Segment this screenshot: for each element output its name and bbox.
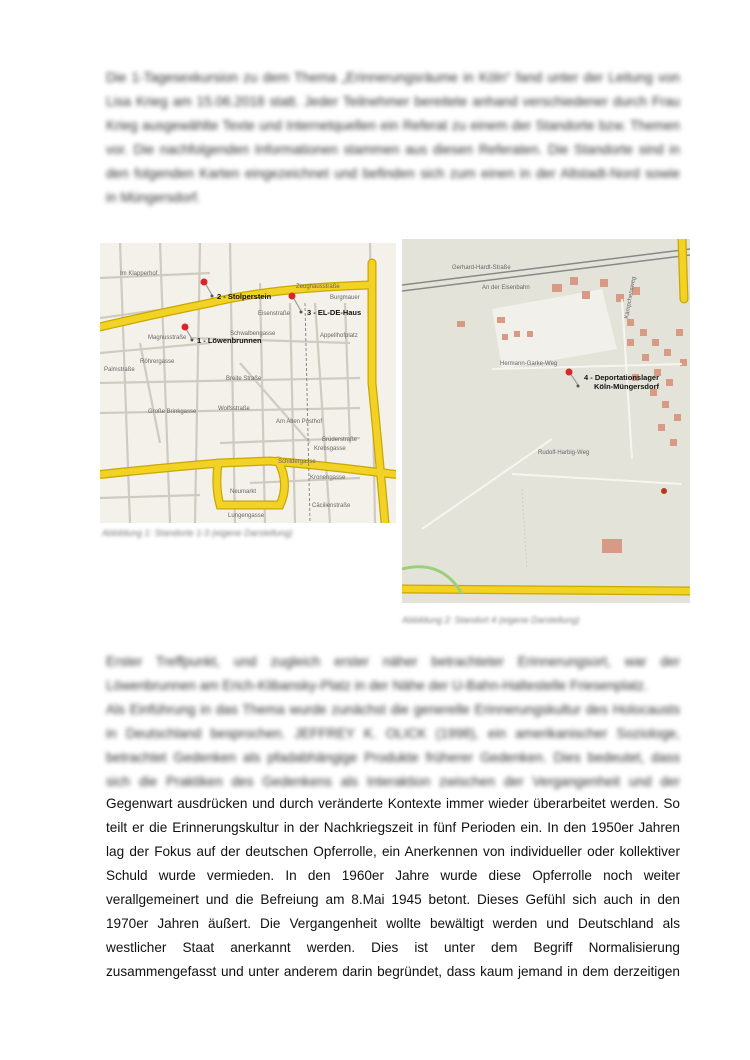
street-label: Röhrergasse xyxy=(140,359,175,365)
street-label: Kämpchensweg xyxy=(624,276,638,320)
body-line: in Deutschland besprochen. JEFFREY K. OLICK (1998), ein amerikanischer Soziologe, xyxy=(106,726,680,741)
street-label: Zeughausstraße xyxy=(296,284,340,290)
street-label: Wolfsstraße xyxy=(218,406,250,412)
pin-label-4: 4 - Deportationslager xyxy=(584,373,660,382)
map-altstadt-svg xyxy=(100,243,396,523)
body-line: Als Einführung in das Thema wurde zunächst die generelle Erinnerungskultur des Holocausts xyxy=(106,702,680,717)
body-line: teilt er die Erinnerungskultur in der Nachkriegszeit in fünf Perioden ein. In den 1950er Jahren xyxy=(106,820,680,835)
street-label: Appellhofplatz xyxy=(320,333,358,339)
body-line: verallgemeinert und die Befreiung am 8.Mai 1945 betont. Dieses Gefühl sich auch in den xyxy=(106,892,680,907)
street-label: Cäcilienstraße xyxy=(312,503,351,509)
pin-label-4-line2: Köln-Müngersdorf xyxy=(594,382,659,391)
street-label: Am Alten Posthof xyxy=(276,419,323,425)
pin-label-3: 3 - EL-DE-Haus xyxy=(307,308,362,317)
map-muengersdorf-svg xyxy=(402,239,690,603)
intro-line: vor. Die nachfolgenden Informationen stammen aus diesen Referaten. Die Standorte sind in xyxy=(106,142,680,157)
intro-paragraph xyxy=(106,66,680,210)
intro-line: in Müngersdorf. xyxy=(106,190,201,205)
street-label: Hermann-Garke-Weg xyxy=(500,361,558,367)
street-label: Krebsgasse xyxy=(314,446,346,452)
intro-line: Die 1-Tagesexkursion zu dem Thema „Erinnerungsräume in Köln“ fand unter der Leitung von xyxy=(106,70,680,85)
body-line: Erster Treffpunkt, und zugleich erster näher betrachteter Erinnerungsort, war der xyxy=(106,654,680,669)
body-line: lag der Fokus auf der deutschen Opferrolle, ein Anerkennen von individueller oder kollektiver xyxy=(106,844,680,859)
street-label: Kronengasse xyxy=(310,475,346,481)
body-line: Löwenbrunnen am Erich-Klibansky-Platz in der Nähe der U-Bahn-Haltestelle Friesenplatz. xyxy=(106,678,648,693)
street-label: Palmstraße xyxy=(104,367,135,373)
caption-map1: Abbildung 1: Standorte 1-3 (eigene Darstellung) xyxy=(102,528,293,538)
street-label: Neumarkt xyxy=(230,489,257,495)
body-line: Gegenwart ausdrücken und durch veränderte Kontexte immer wieder überarbeitet werden. So xyxy=(106,796,680,811)
body-line: zusammengefasst und unter anderem darin begründet, dass kaum jemand in dem derzeitigen xyxy=(106,964,680,979)
body-line: 1970er Jahren äußert. Die Vergangenheit wollte bewältigt werden und Deutschland als xyxy=(106,916,680,931)
street-label: An der Eisenbahn xyxy=(482,285,530,291)
intro-line: Lisa Krieg am 15.06.2018 statt. Jeder Teilnehmer bereitete anhand verschiedener durch Frau xyxy=(106,94,680,109)
street-label: Schildergasse xyxy=(278,459,316,465)
pin-label-1: 1 - Löwenbrunnen xyxy=(197,336,262,345)
location-dot xyxy=(661,488,667,494)
street-label: Schwalbengasse xyxy=(230,331,276,337)
body-line: betrachtet Gedenken als pfadabhängige Produkte früherer Gedenken. Dies bedeutet, dass xyxy=(106,750,680,765)
street-label: Rudolf-Harbig-Weg xyxy=(538,450,590,456)
map-altstadt-nord xyxy=(100,243,396,523)
caption-map2: Abbildung 2: Standort 4 (eigene Darstellung) xyxy=(402,615,580,625)
street-label: Gerhard-Hardt-Straße xyxy=(452,265,511,271)
pin-label-2: 2 - Stolperstein xyxy=(217,292,272,301)
street-label: Magnusstraße xyxy=(148,335,187,341)
intro-line: Krieg ausgewählte Texte und Internetquellen ein Referat zu einem der Standorte bzw. Themen xyxy=(106,118,680,133)
street-label: Lungengasse xyxy=(228,513,265,519)
street-label: Brüderstraße xyxy=(322,437,358,443)
body-clear xyxy=(106,792,680,984)
street-label: Große Brinkgasse xyxy=(148,409,197,415)
street-label: Im Klapperhof xyxy=(120,271,158,277)
body-blurred xyxy=(106,650,680,794)
street-label: Burgmauer xyxy=(330,295,360,301)
street-label: Breite Straße xyxy=(226,376,262,382)
body-line: Schuld wurde vermieden. In den 1960er Jahre wurde diese Opferrolle noch weiter xyxy=(106,868,680,883)
body-line: sich die Praktiken des Gedenkens als Interaktion zwischen der Vergangenheit und der xyxy=(106,774,680,789)
pin-2 xyxy=(201,279,214,298)
intro-line: den folgenden Karten eingezeichnet und befinden sich zum einen in der Altstadt-Nord sowie xyxy=(106,166,680,181)
street-label: Eisenstraße xyxy=(258,311,291,317)
body-line: westlicher Staat anerkannt werden. Dies ist unter dem Begriff Normalisierung xyxy=(106,940,680,955)
map-muengersdorf xyxy=(402,239,690,603)
